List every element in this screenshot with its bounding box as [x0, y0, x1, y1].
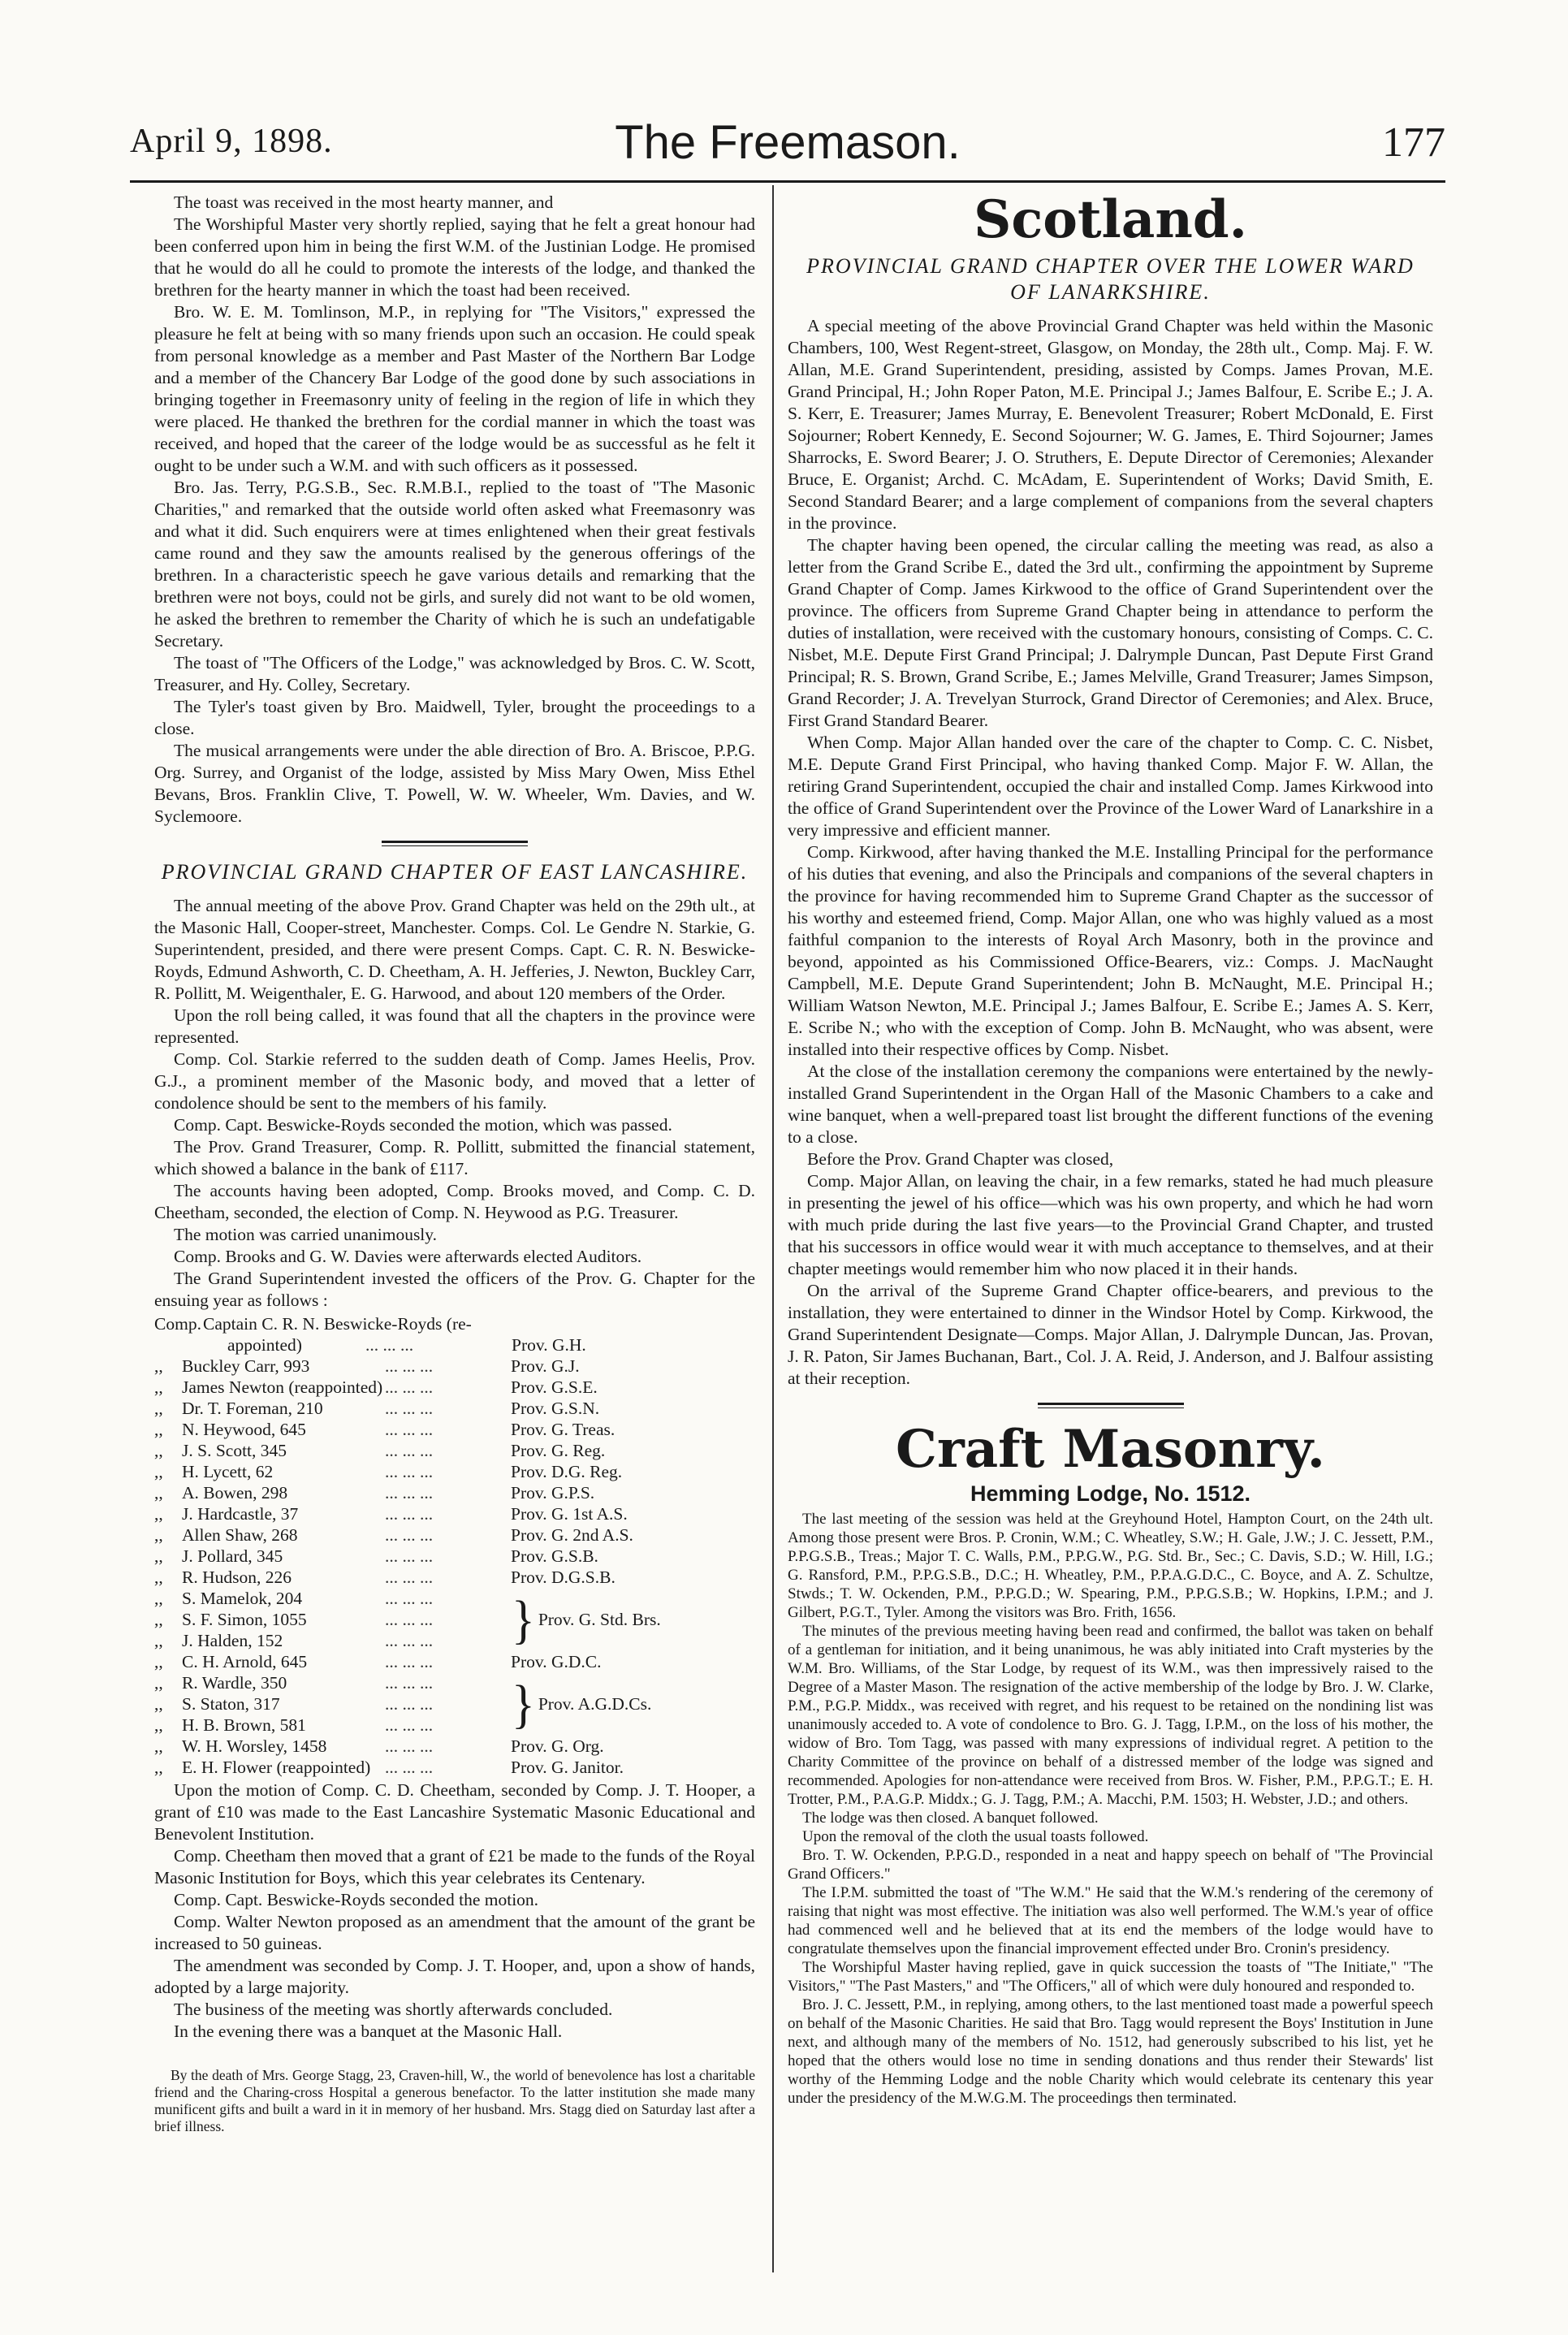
- paragraph: In the evening there was a banquet at the Masonic Hall.: [174, 2022, 563, 2041]
- officer-row: ,, H. B. Brown, 581 ... ... ...: [154, 1715, 434, 1735]
- paragraph: The toast was received in the most hearty manner, and: [174, 192, 554, 212]
- officer-row: ,, J. Hardcastle, 37 ... ... ... Prov. G. 1st A.S.: [154, 1504, 628, 1524]
- paragraph: The lodge was then closed. A banquet followed.: [802, 1810, 1099, 1827]
- officer-row: ,, R. Hudson, 226 ... ... ... Prov. D.G.S.B.: [154, 1567, 616, 1587]
- page-number: 177: [1382, 119, 1445, 166]
- header-rule: [130, 180, 1445, 183]
- paragraph: The Worshipful Master having replied, gave in quick succession the toasts of "The Initiate," "The Visitors," "The Past Masters," and "The Officers," all of which were duly honoured and responded to.: [788, 1959, 1433, 1995]
- issue-date: April 9, 1898.: [130, 123, 333, 160]
- officer-group: ,, S. Mamelok, 204 ... ... ... ,, S. F. Simon, 1055 ... ... ... ,, J. Halden, 152 ... ... ... } Prov. G. Std. Brs.: [154, 1588, 755, 1651]
- officer-row: ,, A. Bowen, 298 ... ... ... Prov. G.P.S.: [154, 1483, 595, 1503]
- paragraph: The I.P.M. submitted the toast of "The W.M." He said that the W.M.'s rendering of the ceremony of raising that night was most effective. The initiation was also well performed. The W.M.'s year of office had commenced well and he believed that at its end the members of the lodge would have to congratulate themselves upon the financial improvement effected under Bro. Cronin's presidency.: [788, 1884, 1433, 1957]
- paragraph: The business of the meeting was shortly afterwards concluded.: [174, 2000, 613, 2019]
- officer-row: ,, N. Heywood, 645 ... ... ... Prov. G. Treas.: [154, 1420, 616, 1439]
- paragraph: Bro. Jas. Terry, P.G.S.B., Sec. R.M.B.I., replied to the toast of "The Masonic Charities," and remarked that the outside world often asked what Freemasonry was and what it did. Such enquirers were at times enlightened when their great festivals came round and they saw the amounts realised by the generous offerings of the brethren. In a characteristic speech he gave various details and remarking that the brethren were not boys, could not be girls, and surely did not want to be old women, he asked the brethren to remember the Charity of which he is such an undefatigable Secretary.: [154, 478, 755, 651]
- paragraph: When Comp. Major Allan handed over the care of the chapter to Comp. C. C. Nisbet, M.E. Depute Grand First Principal, who having thanked Comp. Major F. W. Allan, the retiring Grand Superintendent, occupied the chair and installed Comp. James Kirkwood into the office of Grand Superintendent over the Province of the Lower Ward of Lanarkshire in a very impressive and efficient manner.: [788, 733, 1433, 840]
- paragraph: The Worshipful Master very shortly replied, saying that he felt a great honour had been conferred upon him in being the first W.M. of the Justinian Lodge. He promised that he would do all he could to promote the interests of the lodge, and thanked the brethren for the hearty manner in which the toast had been received.: [154, 214, 755, 300]
- section-divider: [1038, 1403, 1184, 1408]
- paragraph: Comp. Capt. Beswicke-Royds seconded the motion.: [174, 1890, 539, 1909]
- section-title-craft-masonry: Craft Masonry.: [896, 1419, 1325, 1480]
- paragraph: The Tyler's toast given by Bro. Maidwell, Tyler, brought the proceedings to a close.: [154, 697, 755, 738]
- paragraph: The toast of "The Officers of the Lodge," was acknowledged by Bros. C. W. Scott, Treasurer, and Hy. Colley, Secretary.: [154, 653, 755, 694]
- section-heading: PROVINCIAL GRAND CHAPTER OF EAST LANCASHIRE.: [161, 860, 749, 884]
- paragraph: The accounts having been adopted, Comp. Brooks moved, and Comp. C. D. Cheetham, seconded, the election of Comp. N. Heywood as P.G. Treasurer.: [154, 1181, 755, 1222]
- brace-mark: }: [512, 1674, 535, 1734]
- paragraph: Comp. Walter Newton proposed as an amendment that the amount of the grant be increased to 50 guineas.: [154, 1912, 755, 1953]
- officer-group: ,, R. Wardle, 350 ... ... ... ,, S. Staton, 317 ... ... ... ,, H. B. Brown, 581 ... ... ... } Prov. A.G.D.Cs.: [154, 1672, 755, 1736]
- officer-row: ,, C. H. Arnold, 645 ... ... ... Prov. G.D.C.: [154, 1652, 602, 1671]
- officer-row: ,, H. Lycett, 62 ... ... ... Prov. D.G. Reg.: [154, 1462, 623, 1481]
- paragraph: The amendment was seconded by Comp. J. T. Hooper, and, upon a show of hands, adopted by a large majority.: [154, 1956, 755, 1997]
- officers-list: [154, 1313, 755, 1778]
- officer-row: ,, J. S. Scott, 345 ... ... ... Prov. G. Reg.: [154, 1441, 606, 1460]
- paragraph: Comp. Brooks and G. W. Davies were afterwards elected Auditors.: [174, 1247, 642, 1266]
- paragraph: Comp. Major Allan, on leaving the chair, in a few remarks, stated he had much pleasure in presenting the jewel of his office—which was his own property, and which he had worn with much pride during the last five years—to the Provincial Grand Chapter, and trusted that his successors in office would wear it with much acceptance to themselves, and at their chapter meetings would remember him who now placed it in their hands.: [788, 1171, 1433, 1278]
- masthead-title: The Freemason.: [615, 116, 961, 169]
- officer-row: ,, S. F. Simon, 1055 ... ... ...: [154, 1610, 434, 1629]
- officer-row: ,, S. Staton, 317 ... ... ...: [154, 1694, 434, 1714]
- footnote: [154, 2067, 755, 2135]
- officer-row: ,, J. Pollard, 345 ... ... ... Prov. G.S.B.: [154, 1546, 598, 1566]
- section-title-scotland: Scotland.: [974, 189, 1247, 250]
- officer-row: ,, R. Wardle, 350 ... ... ...: [154, 1673, 434, 1693]
- footnote-text: By the death of Mrs. George Stagg, 23, Craven-hill, W., the world of benevolence has lost a charitable friend and the Charing-cross Hospital a generous benefactor. To the latter institution she made many munificent gifts and built a ward in it in memory of her husband. Mrs. Stagg died on Saturday last after a brief illness.: [154, 2067, 755, 2134]
- paragraph: Bro. J. C. Jessett, P.M., in replying, among others, to the last mentioned toast made a powerful speech on behalf of the Masonic Charities. He said that Bro. Tagg would represent the Boys' Institution in June next, and although many of the members of No. 1512, had generously subscribed to his list, yet he hoped that the others would lose no time in sending donations and thus render their Stewards' list worthy of the Hemming Lodge and the noble Charity which would celebrate its centenary this year under the presidency of the M.W.G.M. The proceedings then terminated.: [788, 1996, 1433, 2107]
- lodge-heading: Hemming Lodge, No. 1512.: [970, 1481, 1251, 1506]
- paragraph: The Prov. Grand Treasurer, Comp. R. Pollitt, submitted the financial statement, which showed a balance in the bank of £117.: [154, 1137, 755, 1178]
- officer-row: ,, Buckley Carr, 993 ... ... ... Prov. G.J.: [154, 1356, 580, 1376]
- page-header: [130, 116, 1445, 179]
- section-divider: [382, 841, 528, 846]
- paragraph: At the close of the installation ceremony the companions were entertained by the newly-installed Grand Superintendent in the Organ Hall of the Masonic Chambers to a cake and wine banquet, when a well-prepared toast list brought the different functions of the evening to a close.: [788, 1062, 1433, 1147]
- paragraph: Before the Prov. Grand Chapter was closed,: [807, 1149, 1114, 1169]
- officer-row: ,, J. Halden, 152 ... ... ...: [154, 1631, 434, 1650]
- officer-row: ,, James Newton (reappointed) ... ... ... Prov. G.S.E.: [154, 1377, 598, 1397]
- officer-row: appointed) ... ... ... Prov. G.H.: [227, 1335, 586, 1355]
- left-column: [154, 192, 755, 2135]
- officer-row: ,, Dr. T. Foreman, 210 ... ... ... Prov. G.S.N.: [154, 1399, 600, 1418]
- paragraph: Comp. Capt. Beswicke-Royds seconded the motion, which was passed.: [174, 1115, 672, 1135]
- paragraph: The last meeting of the session was held at the Greyhound Hotel, Hampton Court, on the 24th ult. Among those present were Bros. P. Cronin, W.M.; C. Wheatley, S.W.; H. Gale, J.W.; J. C. Jessett, P.M., P.P.G.S.B., Treas.; Major T. C. Walls, P.M., P.P.G.W., P.G. Std. Br., Sec.; C. Davis, S.D.; W. Hill, I.G.; G. Ransford, P.M., P.P.G.S.B., D.C.; H. Wheatley, P.M., P.P.A.G.D.C., C. Boyce, and A. Z. Schultze, Stwds.; T. W. Ockenden, P.M., P.P.G.D.; W. Spearing, P.M., P.P.G.S.B.; W. Hopkins, I.P.M.; and J. Gilbert, P.G.T., Tyler. Among the visitors was Bro. Frith, 1656.: [788, 1511, 1433, 1621]
- paragraph: The motion was carried unanimously.: [174, 1225, 438, 1244]
- paragraph: Bro. W. E. M. Tomlinson, M.P., in replying for "The Visitors," expressed the pleasure he felt at being with so many friends upon such an occasion. He could speak from personal knowledge as a member and Past Master of the Northern Bar Lodge and a member of the Chancery Bar Lodge of the good done by such associations in bringing together in Freemasonry unity of feeling in the region of life in which they were placed. He thanked the brethren for the cordial manner in which the toast was received, and hoped that the career of the lodge would be as successful as he felt it ought to be under such a W.M. and with such officers as it possessed.: [154, 302, 755, 475]
- paragraph: The chapter having been opened, the circular calling the meeting was read, as also a letter from the Grand Scribe E., dated the 3rd ult., confirming the appointment by Supreme Grand Chapter of Comp. James Kirkwood to the office of Grand Superintendent over the province. The officers from Supreme Grand Chapter being in attendance to perform the duties of installation, were received with the customary honours, consisting of Comps. C. C. Nisbet, M.E. Depute First Grand Principal; J. Dalrymple Duncan, Past Depute First Grand Principal; R. S. Brown, Grand Scribe, E.; James Melville, Grand Treasurer; James Simpson, Grand Recorder; J. A. Trevelyan Sturrock, Grand Director of Ceremonies; and Alex. Bruce, First Grand Standard Bearer.: [788, 535, 1433, 730]
- officer-row: ,, Allen Shaw, 268 ... ... ... Prov. G. 2nd A.S.: [154, 1525, 633, 1545]
- officer-row: ,, W. H. Worsley, 1458 ... ... ... Prov. G. Org.: [154, 1736, 604, 1756]
- officer-row: Comp. Captain C. R. N. Beswicke-Royds (re-: [154, 1314, 472, 1334]
- paragraph: The annual meeting of the above Prov. Grand Chapter was held on the 29th ult., at the Masonic Hall, Cooper-street, Manchester. Comps. Col. Le Gendre N. Starkie, G. Superintendent, presided, and there were present Comps. Capt. C. R. N. Beswicke-Royds, Edmund Ashworth, C. D. Cheetham, A. H. Jefferies, J. Newton, Buckley Carr, R. Pollitt, M. Weigenthaler, E. G. Harwood, and about 120 members of the Order.: [154, 896, 755, 1003]
- paragraph: Bro. T. W. Ockenden, P.P.G.D., responded in a neat and happy speech on behalf of "The Provincial Grand Officers.": [788, 1847, 1433, 1883]
- section-heading: PROVINCIAL GRAND CHAPTER OVER THE LOWER WARD OF LANARKSHIRE.: [806, 254, 1415, 304]
- paragraph: Comp. Kirkwood, after having thanked the M.E. Installing Principal for the performance of his duties that evening, and also the Principals and companions of the several chapters in the province for having recommended him to Supreme Grand Chapter as the successor of his worthy and esteemed friend, Comp. Major Allan, one who was highly valued as a most faithful companion to the interests of Royal Arch Masonry, both in the province and beyond, appointed as his Commissioned Office-Bearers, viz.: Comps. J. MacNaught Campbell, M.E. Depute Grand Superintendent; John B. McNaught, M.E. Principal H.; William Watson Newton, M.E. Principal J.; James Balfour, E. Scribe E.; James A. S. Kerr, E. Scribe N.; who with the exception of Comp. John B. McNaught, who was absent, were installed into their respective offices by Comp. Nisbet.: [788, 842, 1433, 1059]
- paragraph: The minutes of the previous meeting having been read and confirmed, the ballot was taken on behalf of a gentleman for initiation, and it being unanimous, he was ably initiated into Craft mysteries by the W.M. Bro. Williams, of the Star Lodge, by request of its W.M., was then impressively raised to the Degree of a Master Mason. The resignation of the active membership of the lodge by Bro. J. W. Clarke, P.M., P.G.P. Middx., was received with regret, and his request to be retained on the nondining list was unanimously acceded to. A vote of condolence to Bro. G. J. Tagg, I.P.M., on the loss of his mother, the widow of Bro. Tom Tagg, was passed with many expressions of individual regret. A petition to the Charity Committee of the province on behalf of a distressed member of the lodge was signed and recommended. Apologies for non-attendance were received from Bros. W. Fisher, P.M., P.P.G.T.; E. H. Trotter, P.M., P.A.G.P. Middx.; G. J. Tagg, P.M.; A. Macchi, P.M. 1503; H. Webster, J.D.; and others.: [788, 1623, 1433, 1808]
- paragraph: The Grand Superintendent invested the officers of the Prov. G. Chapter for the ensuing year as follows :: [154, 1269, 755, 1310]
- paragraph: Comp. Col. Starkie referred to the sudden death of Comp. James Heelis, Prov. G.J., a prominent member of the Masonic body, and moved that a letter of condolence should be sent to the members of his family.: [154, 1049, 755, 1113]
- right-column: [788, 189, 1433, 2108]
- paragraph: Upon the roll being called, it was found that all the chapters in the province were represented.: [154, 1005, 755, 1047]
- officer-row: ,, S. Mamelok, 204 ... ... ...: [154, 1589, 434, 1608]
- lodge-report: [788, 1510, 1433, 2108]
- paragraph: The musical arrangements were under the able direction of Bro. A. Briscoe, P.P.G. Org. Surrey, and Organist of the lodge, assisted by Miss Mary Owen, Miss Ethel Bevans, Bros. Franklin Clive, T. Powell, W. W. Wheeler, Wm. Davies, and W. Syclemoore.: [154, 741, 755, 826]
- paragraph: A special meeting of the above Provincial Grand Chapter was held within the Masonic Chambers, 100, West Regent-street, Glasgow, on Monday, the 28th ult., Comp. Maj. F. W. Allan, M.E. Grand Superintendent, presiding, assisted by Comps. James Provan, M.E. Grand Principal, H.; John Roper Paton, M.E. Principal J.; James Balfour, E. Scribe E.; J. A. S. Kerr, E. Treasurer; James Murray, E. Benevolent Treasurer; Robert McDonald, E. First Sojourner; Robert Kennedy, E. Second Sojourner; W. G. James, E. Third Sojourner; James Sharrocks, E. Sword Bearer; J. O. Struthers, E. Depute Director of Ceremonies; Alexander Bruce, E. Organist; Archd. C. McAdam, E. Superintendent of Works; David Smith, E. Second Standard Bearer; and a large complement of companions from the several chapters in the province.: [788, 316, 1433, 533]
- paragraph: On the arrival of the Supreme Grand Chapter office-bearers, and previous to the installation, they were entertained to dinner in the Windsor Hotel by Comp. Kirkwood, the Grand Superintendent Designate—Comps. Major Allan, J. Dalrymple Duncan, Jas. Provan, J. R. Paton, Sir James Buchanan, Bart., Col. J. A. Reid, J. Anderson, and J. Balfour assisting at their reception.: [788, 1281, 1433, 1388]
- column-divider: [772, 185, 774, 2272]
- paragraph: Comp. Cheetham then moved that a grant of £21 be made to the funds of the Royal Masonic Institution for Boys, which this year celebrates its Centenary.: [154, 1846, 755, 1887]
- brace-mark: }: [512, 1589, 535, 1650]
- officer-row: ,, E. H. Flower (reappointed) ... ... ... Prov. G. Janitor.: [154, 1758, 624, 1777]
- paragraph: Upon the motion of Comp. C. D. Cheetham, seconded by Comp. J. T. Hooper, a grant of £10 was made to the East Lancashire Systematic Masonic Educational and Benevolent Institution.: [154, 1780, 755, 1844]
- paragraph: Upon the removal of the cloth the usual toasts followed.: [802, 1828, 1149, 1845]
